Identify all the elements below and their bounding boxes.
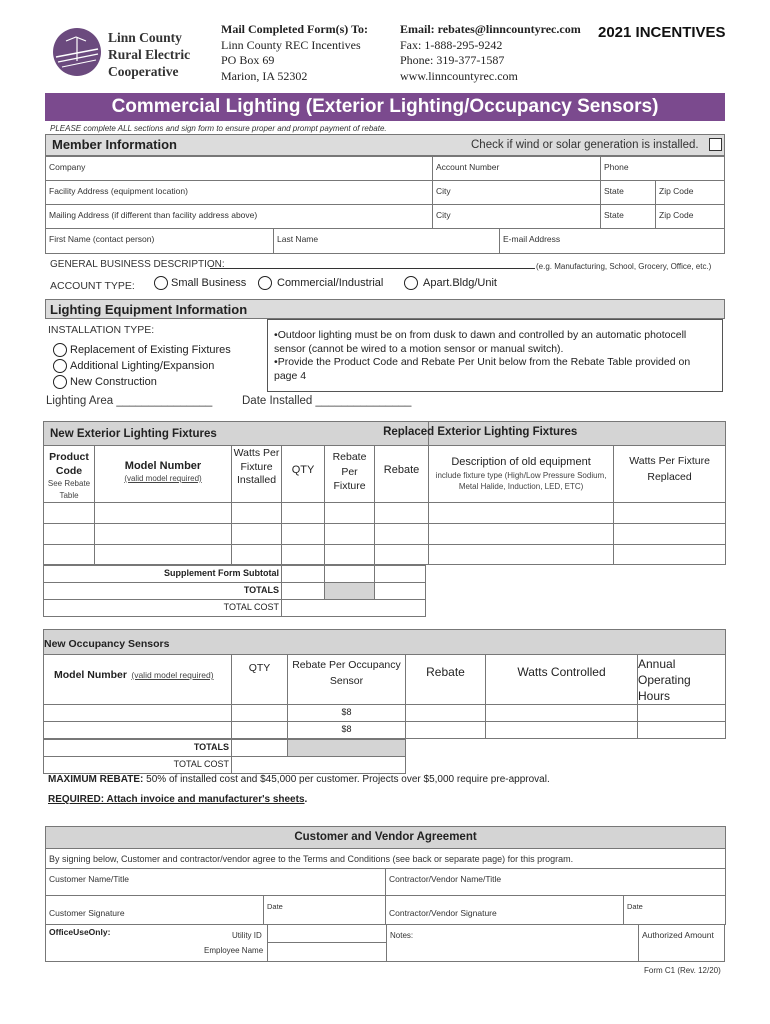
radio-icon[interactable] <box>154 276 168 290</box>
col-rebate: Rebate <box>375 446 429 503</box>
col-description <box>429 446 614 503</box>
equipment-header <box>45 299 725 319</box>
wind-solar-label: Check if wind or solar generation is installed. <box>471 139 699 151</box>
col-watts-installed: Watts Per Fixture Installed <box>232 446 282 503</box>
mailing-address-field[interactable] <box>46 205 433 229</box>
account-option-label: Small Business <box>171 276 247 289</box>
customer-name-field[interactable] <box>46 869 386 896</box>
supplement-rebate-per[interactable] <box>325 566 375 583</box>
col-operating-hours: Annual Operating Hours <box>638 655 726 705</box>
member-heading: Member Information <box>52 137 177 152</box>
company-label: Company <box>49 162 86 172</box>
col-qty: QTY <box>282 446 325 503</box>
note-photocell: •Outdoor lighting must be on from dusk to dawn and controlled by an automatic photocell sensor (cannot be wired to a motion sensor or manual switch). <box>274 329 687 355</box>
notes-label: Notes: <box>390 931 414 940</box>
table-row[interactable] <box>44 503 726 524</box>
col-sensor-model-note: (valid model required) <box>131 670 214 680</box>
date-label: Date <box>627 902 643 911</box>
vendor-name-label: Contractor/Vendor Name/Title <box>389 874 502 884</box>
office-use-label: OfficeUseOnly: <box>49 927 111 937</box>
account-option-label: Apart.Bldg/Unit <box>423 276 497 289</box>
radio-icon[interactable] <box>258 276 272 290</box>
radio-icon[interactable] <box>53 343 67 357</box>
col-model-note: (valid model required) <box>124 474 202 483</box>
max-rebate-text: 50% of installed cost and $45,000 per customer. Projects over $5,000 require pre-approval. <box>143 774 550 785</box>
company-field[interactable] <box>46 157 433 181</box>
business-desc-input[interactable] <box>210 268 535 269</box>
email[interactable]: Email: rebates@linncountyrec.com <box>400 22 581 36</box>
col-description-note: include fixture type (High/Low Pressure Sodium, Metal Halide, Induction, LED, ETC) <box>435 471 607 491</box>
org-line: Rural Electric <box>108 47 191 62</box>
date-label: Date <box>267 902 283 911</box>
note-product-code: •Provide the Product Code and Rebate Per Unit below from the Rebate Table provided on page 4 <box>274 356 691 382</box>
sensors-table <box>43 629 725 774</box>
sensors-totals-qty[interactable] <box>232 740 288 757</box>
col-rebate-per-sensor: Rebate Per Occupancy Sensor <box>288 655 406 705</box>
customer-signature-label: Customer Signature <box>49 908 125 918</box>
radio-icon[interactable] <box>404 276 418 290</box>
sensors-total-cost-field[interactable] <box>232 757 406 774</box>
install-option-additional[interactable] <box>53 359 214 373</box>
email-label: E-mail Address <box>503 234 561 244</box>
col-watts-replaced: Watts Per Fixture Replaced <box>614 446 726 503</box>
table-row[interactable] <box>44 545 726 565</box>
col-description-label: Description of old equipment <box>451 456 591 468</box>
supplement-rebate[interactable] <box>375 566 426 583</box>
radio-icon[interactable] <box>53 375 67 389</box>
zip-field[interactable] <box>656 181 725 205</box>
city-field[interactable] <box>433 181 601 205</box>
max-rebate-label: MAXIMUM REBATE: <box>48 774 144 785</box>
account-type-label: ACCOUNT TYPE: <box>50 280 135 292</box>
note-product-code-text: Provide the Product Code and Rebate Per Unit below from the Rebate Table provided on page 4 <box>274 356 691 382</box>
install-option-label: New Construction <box>70 375 157 388</box>
account-option-apartment[interactable] <box>404 276 497 290</box>
install-type-label: INSTALLATION TYPE: <box>48 324 155 336</box>
office-use-section <box>45 925 725 962</box>
instructions: PLEASE complete ALL sections and sign form to ensure proper and prompt payment of rebate. <box>50 124 387 133</box>
table-row[interactable] <box>44 705 726 722</box>
contact-table <box>45 228 725 254</box>
sensors-heading: New Occupancy Sensors <box>44 638 170 650</box>
sensors-totals-shaded <box>288 740 406 757</box>
mail-line: Linn County REC Incentives <box>221 37 361 52</box>
col-model-label: Model Number <box>124 460 202 472</box>
fixtures-table <box>43 421 725 617</box>
year-badge: 2021 INCENTIVES <box>598 24 726 41</box>
utility-id-field[interactable] <box>267 925 386 943</box>
business-desc-label: GENERAL BUSINESS DESCRIPTION: <box>50 259 225 270</box>
col-sensor-model <box>44 655 232 705</box>
city-label: City <box>436 210 451 220</box>
mail-line: Marion, IA 52302 <box>221 68 308 83</box>
vendor-name-field[interactable] <box>386 869 726 896</box>
logo <box>52 27 102 77</box>
account-option-commercial[interactable] <box>258 276 383 290</box>
date-installed[interactable]: Date Installed _______________ <box>242 395 412 407</box>
col-sensor-qty: QTY <box>232 655 288 705</box>
zip-label: Zip Code <box>659 210 694 220</box>
authorized-amount-field[interactable] <box>638 925 725 961</box>
vendor-signature-field[interactable] <box>386 896 624 925</box>
replaced-fixtures-header <box>383 422 726 446</box>
vendor-date-field[interactable] <box>624 896 726 925</box>
fax: Fax: 1-888-295-9242 <box>400 37 503 52</box>
city-label: City <box>436 186 451 196</box>
col-watts-controlled: Watts Controlled <box>486 655 638 705</box>
col-sensor-rebate: Rebate <box>406 655 486 705</box>
account-option-label: Commercial/Industrial <box>277 276 384 289</box>
vendor-signature-label: Contractor/Vendor Signature <box>389 908 497 918</box>
required-text: REQUIRED: Attach invoice and manufacturer's sheets <box>48 794 305 805</box>
org-name <box>108 29 190 80</box>
utility-id-label: Utility ID <box>232 931 262 940</box>
equipment-heading: Lighting Equipment Information <box>50 302 248 317</box>
supplement-subtotal-label: Supplement Form Subtotal <box>44 566 282 583</box>
mail-block <box>221 22 368 84</box>
fixtures-total-cost-label: TOTAL COST <box>44 600 282 617</box>
phone-field[interactable] <box>601 157 725 181</box>
new-fixtures-header <box>44 422 429 446</box>
install-option-label: Additional Lighting/Expansion <box>70 359 215 372</box>
form-id: Form C1 (Rev. 12/20) <box>644 966 721 975</box>
sensors-header <box>44 630 726 655</box>
business-example: (e.g. Manufacturing, School, Grocery, Office, etc.) <box>536 262 712 271</box>
totals-shaded <box>325 583 375 600</box>
employee-name-label: Employee Name <box>204 946 264 955</box>
form-title: Commercial Lighting (Exterior Lighting/Occupancy Sensors) <box>111 96 659 117</box>
max-rebate-note <box>48 774 550 785</box>
phone-label: Phone <box>604 162 629 172</box>
logo-icon <box>52 27 102 77</box>
last-name-label: Last Name <box>277 234 319 244</box>
mailing-address-label: Mailing Address (if different than facility address above) <box>49 210 258 220</box>
mailing-state-field[interactable] <box>601 205 656 229</box>
fixtures-totals-label: TOTALS <box>44 583 282 600</box>
first-name-label: First Name (contact person) <box>49 234 155 244</box>
sensors-total-cost-label: TOTAL COST <box>44 757 232 774</box>
notes-field[interactable] <box>386 925 638 961</box>
account-number-label: Account Number <box>436 162 500 172</box>
agreement-text: By signing below, Customer and contractor/vendor agree to the Terms and Conditions (see back or separate page) for this program. <box>46 849 726 869</box>
supplement-qty[interactable] <box>282 566 325 583</box>
sensor-rebate-value: $8 <box>288 722 406 739</box>
note-photocell-text: Outdoor lighting must be on from dusk to dawn and controlled by an automatic photocell sensor (cannot be wired to a motion sensor or manual switch). <box>274 329 687 355</box>
fixtures-total-cost-field[interactable] <box>282 600 426 617</box>
totals-rebate[interactable] <box>375 583 426 600</box>
zip-label: Zip Code <box>659 186 694 196</box>
radio-icon[interactable] <box>53 359 67 373</box>
state-field[interactable] <box>601 181 656 205</box>
agreement-heading: Customer and Vendor Agreement <box>46 827 726 849</box>
title-bar <box>45 93 725 121</box>
col-see-rebate-label: See Rebate Table <box>47 479 91 500</box>
member-table <box>45 156 725 229</box>
sensors-totals-label: TOTALS <box>44 740 232 757</box>
install-option-new[interactable] <box>53 375 157 389</box>
lighting-area[interactable]: Lighting Area _______________ <box>46 395 213 407</box>
contact-block <box>400 22 581 84</box>
new-fixtures-heading: New Exterior Lighting Fixtures <box>50 428 217 440</box>
customer-name-label: Customer Name/Title <box>49 874 129 884</box>
email-field[interactable] <box>500 229 725 254</box>
employee-name-field[interactable] <box>267 943 386 961</box>
member-header <box>45 134 725 156</box>
mailing-city-field[interactable] <box>433 205 601 229</box>
mail-title: Mail Completed Form(s) To: <box>221 22 368 36</box>
sensor-rebate-value: $8 <box>288 705 406 722</box>
replaced-fixtures-heading: Replaced Exterior Lighting Fixtures <box>383 426 578 438</box>
table-row[interactable] <box>44 722 726 739</box>
phone: Phone: 319-377-1587 <box>400 53 505 67</box>
wind-solar-checkbox[interactable] <box>709 138 722 151</box>
mail-line: PO Box 69 <box>221 53 275 67</box>
install-option-label: Replacement of Existing Fixtures <box>70 343 231 356</box>
first-name-field[interactable] <box>46 229 274 254</box>
state-label: State <box>604 210 624 220</box>
mailing-zip-field[interactable] <box>656 205 725 229</box>
equipment-notes <box>267 319 723 392</box>
col-product-code-label: Product Code <box>49 451 89 477</box>
customer-signature-field[interactable] <box>46 896 264 925</box>
col-product-code <box>44 446 95 503</box>
agreement-table <box>45 826 725 962</box>
org-line: Cooperative <box>108 64 179 79</box>
state-label: State <box>604 186 624 196</box>
facility-address-field[interactable] <box>46 181 433 205</box>
authorized-amount-label: Authorized Amount <box>642 930 714 940</box>
col-sensor-model-label: Model Number <box>54 669 127 681</box>
last-name-field[interactable] <box>274 229 500 254</box>
col-model-number <box>95 446 232 503</box>
totals-qty[interactable] <box>282 583 325 600</box>
customer-date-field[interactable] <box>264 896 386 925</box>
account-number-field[interactable] <box>433 157 601 181</box>
table-row[interactable] <box>44 524 726 545</box>
org-line: Linn County <box>108 30 182 45</box>
account-option-small[interactable] <box>154 276 246 290</box>
col-rebate-per-fixture: Rebate Per Fixture <box>325 446 375 503</box>
facility-address-label: Facility Address (equipment location) <box>49 186 188 196</box>
website[interactable]: www.linncountyrec.com <box>400 68 518 83</box>
required-note: REQUIRED: Attach invoice and manufacturer's sheets. <box>48 794 308 805</box>
install-option-replacement[interactable] <box>53 343 231 357</box>
